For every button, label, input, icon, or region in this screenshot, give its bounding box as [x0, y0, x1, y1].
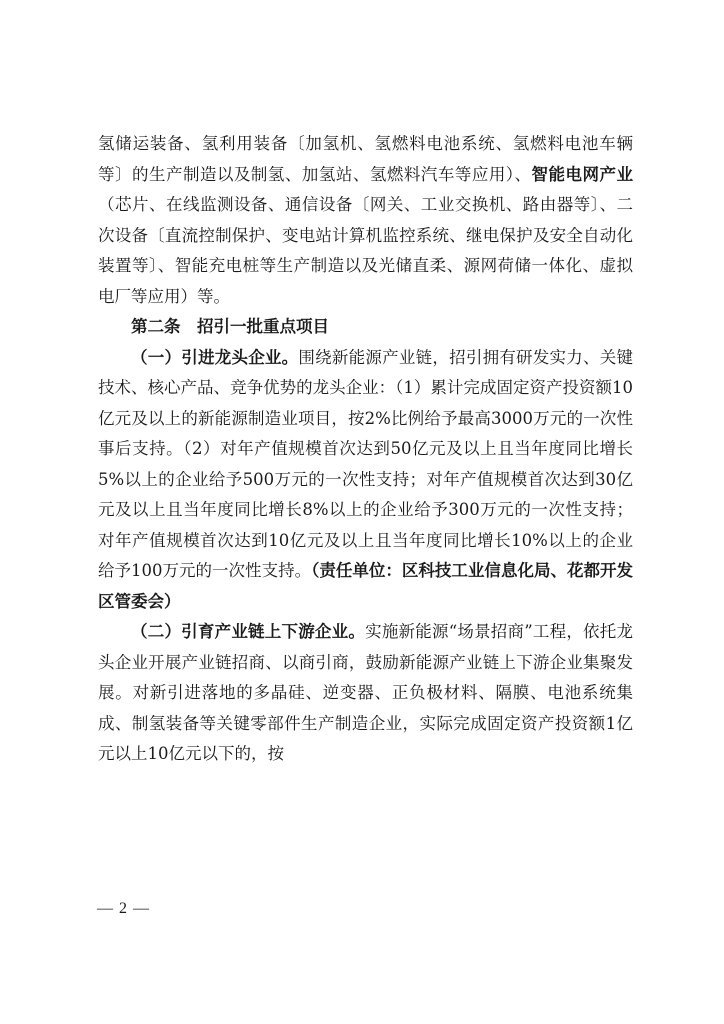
- bold-term-smart-grid: 智能电网产业: [531, 164, 634, 184]
- item-2-paragraph: [98, 617, 633, 770]
- paragraph-text: 氢储运装备、氢利用装备〔加氢机、氢燃料电池系统、氢燃料电池车辆等〕的生产制造以及制氢、加氢站、氢燃料汽车等应用）、: [98, 134, 633, 184]
- item-1-paragraph: [98, 343, 633, 618]
- article-2-title: 第二条 招引一批重点项目: [131, 317, 329, 336]
- page-number: — 2 —: [97, 900, 150, 917]
- paragraph-text: （芯片、在线监测设备、通信设备〔网关、工业交换机、路由器等〕、二次设备〔直流控制保护、变电站计算机监控系统、继电保护及安全自动化装置等〕、智能充电桩等生产制造以及光储直柔、源网荷储一体化、虚拟电厂等应用）等。: [98, 195, 633, 306]
- item-1-heading: （一）引进龙头企业。: [131, 347, 299, 367]
- item-1-text: 围绕新能源产业链，招引拥有研发实力、关键技术、核心产品、竞争优势的龙头企业：（1）累计完成固定资产投资额10亿元及以上的新能源制造业项目，按2%比例给予最高3000万元的一次性事后支持。（2）对年产值规模首次达到50亿元及以上且当年度同比增长5%以上的企业给予500万元的一次性支持；对年产值规模首次达到30亿元及以上且当年度同比增长8%以上的企业给予300万元的一次性支持；对年产值规模首次达到10亿元及以上且当年度同比增长10%以上的企业给予100万元的一次性支持。: [98, 347, 634, 580]
- item-1-responsibility: （责任单位：区科技工业信息化局、花都开发区管委会）: [98, 561, 633, 611]
- paragraph-industries: [98, 129, 633, 312]
- document-body: [98, 129, 633, 770]
- item-2-text: 实施新能源“场景招商”工程，依托龙头企业开展产业链招商、以商引商，鼓励新能源产业链上下游企业集聚发展。对新引进落地的多晶硅、逆变器、正负极材料、隔膜、电池系统集成、制氢装备等关键零部件生产制造企业，实际完成固定资产投资额1亿元以上10亿元以下的，按: [98, 622, 633, 763]
- item-2-heading: （二）引育产业链上下游企业。: [131, 622, 366, 641]
